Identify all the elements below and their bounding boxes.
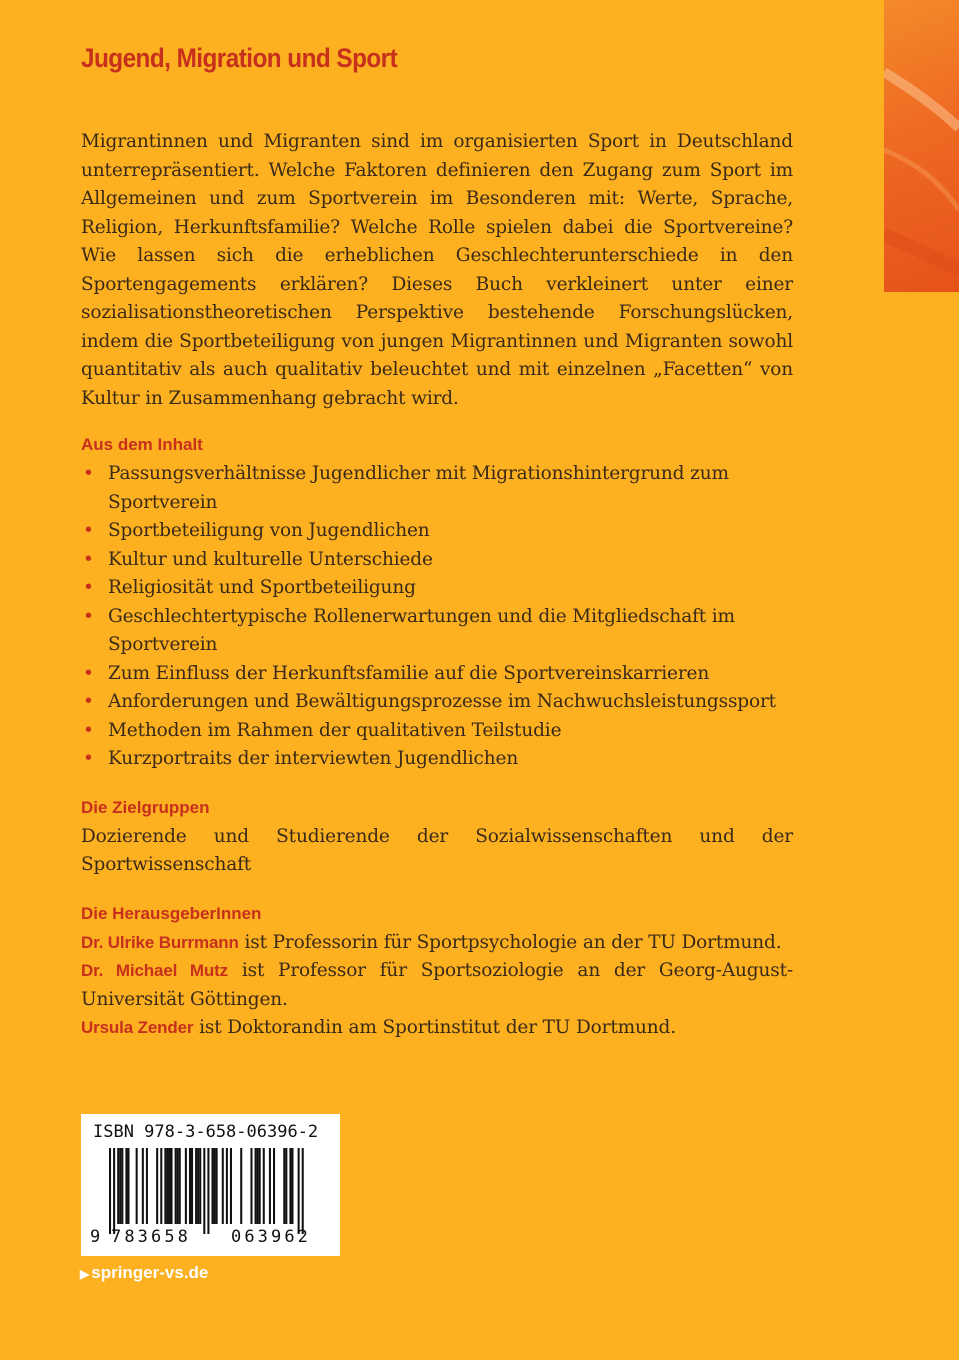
barcode-digit-first: 9 bbox=[90, 1227, 101, 1247]
editor-entry bbox=[81, 1014, 793, 1043]
barcode-bar bbox=[259, 1148, 261, 1224]
barcode-digits-right: 063962 bbox=[231, 1227, 312, 1247]
isbn-barcode bbox=[81, 1114, 340, 1256]
list-item-text: Religiosität und Sportbeteiligung bbox=[108, 577, 416, 598]
bullet-icon: • bbox=[83, 662, 94, 684]
book-title: Jugend, Migration und Sport bbox=[81, 43, 398, 73]
barcode-bar bbox=[285, 1148, 287, 1224]
barcode-bar bbox=[216, 1148, 218, 1224]
barcode-bar bbox=[121, 1148, 123, 1224]
list-item-text: Kurzportraits der interviewten Jugendlichen bbox=[108, 748, 519, 769]
bullet-icon: • bbox=[83, 605, 94, 627]
barcode-bar bbox=[113, 1148, 115, 1234]
list-item bbox=[81, 460, 793, 517]
barcode-bar bbox=[171, 1148, 173, 1224]
bullet-icon: • bbox=[83, 748, 94, 769]
barcode-bar bbox=[291, 1148, 293, 1224]
barcode-bar bbox=[136, 1148, 138, 1224]
list-item-text: Sportbeteiligung von Jugendlichen bbox=[108, 520, 430, 541]
barcode-bar bbox=[302, 1148, 304, 1234]
barcode-bar bbox=[269, 1148, 271, 1224]
bullet-icon: • bbox=[83, 520, 94, 541]
barcode-bar bbox=[166, 1148, 168, 1224]
list-item-text: Zum Einfluss der Herkunftsfamilie auf die Sportvereinskarrieren bbox=[108, 662, 710, 684]
barcode-bar bbox=[156, 1148, 158, 1224]
corner-color-band bbox=[884, 0, 959, 292]
barcode-bar bbox=[212, 1148, 214, 1224]
list-item bbox=[81, 717, 793, 746]
barcode-bar bbox=[240, 1148, 242, 1224]
bullet-icon: • bbox=[83, 577, 94, 598]
target-group-text: Dozierende und Studierende der Sozialwissenschaften und der Sportwissenschaft bbox=[81, 825, 793, 875]
barcode-bar bbox=[164, 1148, 166, 1224]
barcode-bar bbox=[273, 1148, 275, 1224]
barcode-bar bbox=[289, 1148, 291, 1224]
bullet-icon: • bbox=[83, 719, 94, 741]
editor-name: Dr. Ulrike Burrmann bbox=[81, 932, 239, 952]
barcode-bar bbox=[255, 1148, 257, 1224]
barcode-bar bbox=[177, 1148, 179, 1224]
barcode-bar bbox=[283, 1148, 285, 1224]
publisher-link[interactable] bbox=[80, 1262, 208, 1285]
editor-entry bbox=[81, 929, 793, 958]
contents-list bbox=[81, 460, 793, 774]
bullet-icon: • bbox=[83, 548, 94, 570]
editor-entry bbox=[81, 957, 793, 1014]
barcode-bar bbox=[185, 1148, 187, 1224]
list-item bbox=[81, 574, 793, 603]
barcode-bar bbox=[263, 1148, 265, 1224]
bullet-icon: • bbox=[83, 691, 94, 712]
bullet-icon: • bbox=[83, 463, 94, 484]
arrow-right-icon: ▶ bbox=[80, 1267, 90, 1281]
publisher-url: springer-vs.de bbox=[91, 1263, 209, 1282]
barcode-bar bbox=[222, 1148, 224, 1224]
intro-paragraph: Migrantinnen und Migranten sind im organisierten Sport in Deutschland unterrepräsentiert. Welche Faktoren definieren den Zugang zum Sport im Allgemeinen und zum Sportverein im Besonderen mit: Werte, Sprache, Religion, Herkunftsfamilie? Welche Rolle spielen dabei die Sportvereine? Wie lassen sich die erheblichen Geschlechterunterschiede in den Sportengagements erklären? Dieses Buch verkleinert unter einer sozialisationstheoretischen Perspektive bestehende Forschungslücken, indem die Sportbeteiligung von jungen Migrantinnen und Migranten sowohl quantitativ als auch qualitativ beleuchtet und mit einzelnen „Facetten“ von Kultur in Zusammenhang gebracht wird. bbox=[81, 131, 793, 409]
list-item bbox=[81, 546, 793, 575]
barcode-bar bbox=[175, 1148, 177, 1224]
barcode-bar bbox=[257, 1148, 259, 1224]
barcode-bar bbox=[214, 1148, 216, 1224]
barcode-bar bbox=[203, 1148, 205, 1234]
barcode-bar bbox=[125, 1148, 127, 1224]
list-item bbox=[81, 517, 793, 546]
barcode-bar bbox=[119, 1148, 121, 1224]
barcode-bar bbox=[189, 1148, 191, 1224]
barcode-bar bbox=[191, 1148, 193, 1224]
barcode-digits-left: 783658 bbox=[111, 1227, 192, 1247]
editor-name: Ursula Zender bbox=[81, 1018, 194, 1037]
list-item-text: Passungsverhältnisse Jugendlicher mit Migrationshintergrund zum Sportverein bbox=[108, 463, 729, 513]
editors-heading: Die HerausgeberInnen bbox=[81, 903, 262, 923]
barcode-bar bbox=[195, 1148, 197, 1224]
barcode-bar bbox=[230, 1148, 232, 1224]
editor-description: ist Professor für Sportsoziologie an der Georg-August-Universität Göttingen. bbox=[81, 960, 793, 1010]
editor-description: ist Doktorandin am Sportinstitut der TU Dortmund. bbox=[193, 1017, 676, 1038]
barcode-bar bbox=[199, 1148, 201, 1224]
back-cover-content bbox=[81, 40, 793, 1043]
target-group-heading: Die Zielgruppen bbox=[81, 797, 210, 817]
barcode-bar bbox=[127, 1148, 129, 1224]
list-item-text: Geschlechtertypische Rollenerwartungen und die Mitgliedschaft im Sportverein bbox=[108, 605, 735, 655]
barcode-bar bbox=[117, 1148, 119, 1224]
isbn-label: ISBN 978-3-658-06396-2 bbox=[93, 1122, 319, 1142]
list-item-text: Methoden im Rahmen der qualitativen Teilstudie bbox=[108, 719, 562, 741]
barcode-bar bbox=[142, 1148, 144, 1224]
contents-heading: Aus dem Inhalt bbox=[81, 435, 203, 454]
barcode-bar bbox=[250, 1148, 252, 1224]
editor-name: Dr. Michael Mutz bbox=[81, 961, 228, 980]
list-item-text: Kultur und kulturelle Unterschiede bbox=[108, 548, 433, 570]
barcode-bar bbox=[298, 1148, 300, 1234]
barcode-bar bbox=[109, 1148, 111, 1234]
list-item bbox=[81, 688, 793, 717]
list-item bbox=[81, 603, 793, 660]
list-item bbox=[81, 660, 793, 689]
barcode-bar bbox=[146, 1148, 148, 1224]
barcode-bar bbox=[197, 1148, 199, 1224]
list-item-text: Anforderungen und Bewältigungsprozesse im Nachwuchsleistungssport bbox=[108, 691, 776, 712]
barcode-bar bbox=[207, 1148, 209, 1234]
barcode-bar bbox=[179, 1148, 181, 1224]
barcode-bar bbox=[226, 1148, 228, 1224]
list-item bbox=[81, 745, 793, 774]
corner-swoosh-graphic bbox=[884, 0, 959, 292]
barcode-bar bbox=[168, 1148, 170, 1224]
editor-description: ist Professorin für Sportpsychologie an der TU Dortmund. bbox=[238, 931, 782, 953]
barcode-bar bbox=[160, 1148, 162, 1224]
